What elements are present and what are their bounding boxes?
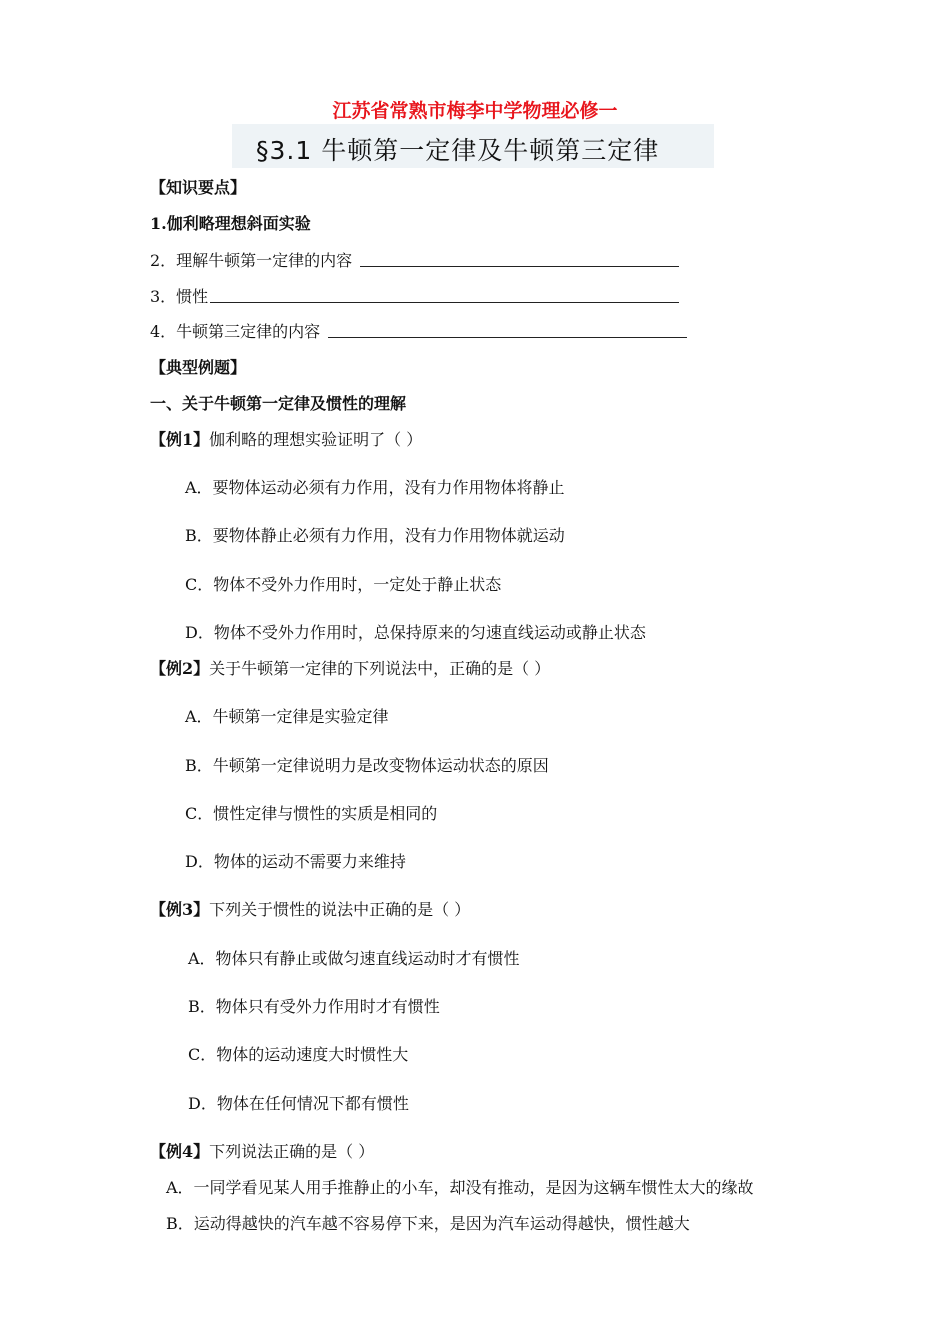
examples-heading: 【典型例题】	[150, 358, 247, 377]
chapter-title: §3.1 牛顿第一定律及牛顿第三定律	[256, 136, 660, 165]
example-2-option-a: A．牛顿第一定律是实验定律	[185, 707, 389, 726]
knowledge-item-2: 2．理解牛顿第一定律的内容	[150, 251, 353, 270]
example-1-option-b: B．要物体静止必须有力作用，没有力作用物体就运动	[185, 526, 565, 545]
example-1-option-d: D．物体不受外力作用时，总保持原来的匀速直线运动或静止状态	[185, 623, 646, 642]
example-3-text: 下列关于惯性的说法中正确的是（ ）	[209, 900, 471, 919]
example-3-tag: 【例3】	[150, 900, 210, 919]
example-2-option-b: B．牛顿第一定律说明力是改变物体运动状态的原因	[185, 756, 549, 775]
example-1-text: 伽利略的理想实验证明了（ ）	[209, 430, 423, 449]
example-3-option-a: A．物体只有静止或做匀速直线运动时才有惯性	[188, 949, 520, 968]
school-title: 江苏省常熟市梅李中学物理必修一	[332, 100, 618, 122]
example-1-question	[150, 430, 422, 450]
example-4-question	[150, 1142, 374, 1162]
example-4-option-b: B．运动得越快的汽车越不容易停下来，是因为汽车运动得越快，惯性越大	[166, 1214, 690, 1233]
example-2-question	[150, 659, 550, 679]
example-1-tag: 【例1】	[150, 430, 210, 449]
blank-line-2	[360, 266, 679, 267]
example-1-option-c: C．物体不受外力作用时，一定处于静止状态	[185, 575, 502, 594]
example-4-tag: 【例4】	[150, 1142, 210, 1161]
example-1-option-a: A．要物体运动必须有力作用，没有力作用物体将静止	[185, 478, 565, 497]
knowledge-item-3: 3．惯性	[150, 287, 209, 306]
example-2-text: 关于牛顿第一定律的下列说法中，正确的是（ ）	[209, 659, 551, 678]
example-4-text: 下列说法正确的是（ ）	[209, 1142, 375, 1161]
example-3-option-d: D．物体在任何情况下都有惯性	[188, 1094, 409, 1113]
example-2-tag: 【例2】	[150, 659, 210, 678]
knowledge-item-4: 4．牛顿第三定律的内容	[150, 322, 321, 341]
example-3-option-c: C．物体的运动速度大时惯性大	[188, 1045, 409, 1064]
example-4-option-a: A．一同学看见某人用手推静止的小车，却没有推动，是因为这辆车惯性太大的缘故	[166, 1178, 754, 1197]
knowledge-item-1: 1.伽利略理想斜面实验	[150, 214, 311, 233]
example-3-option-b: B．物体只有受外力作用时才有惯性	[188, 997, 440, 1016]
knowledge-heading: 【知识要点】	[150, 178, 247, 197]
example-2-option-c: C．惯性定律与惯性的实质是相同的	[185, 804, 438, 823]
example-2-option-d: D．物体的运动不需要力来维持	[185, 852, 406, 871]
chapter-banner	[232, 124, 714, 168]
blank-line-3	[210, 302, 679, 303]
example-3-question	[150, 900, 470, 920]
section-heading: 一、关于牛顿第一定律及惯性的理解	[150, 394, 407, 413]
blank-line-4	[328, 337, 687, 338]
